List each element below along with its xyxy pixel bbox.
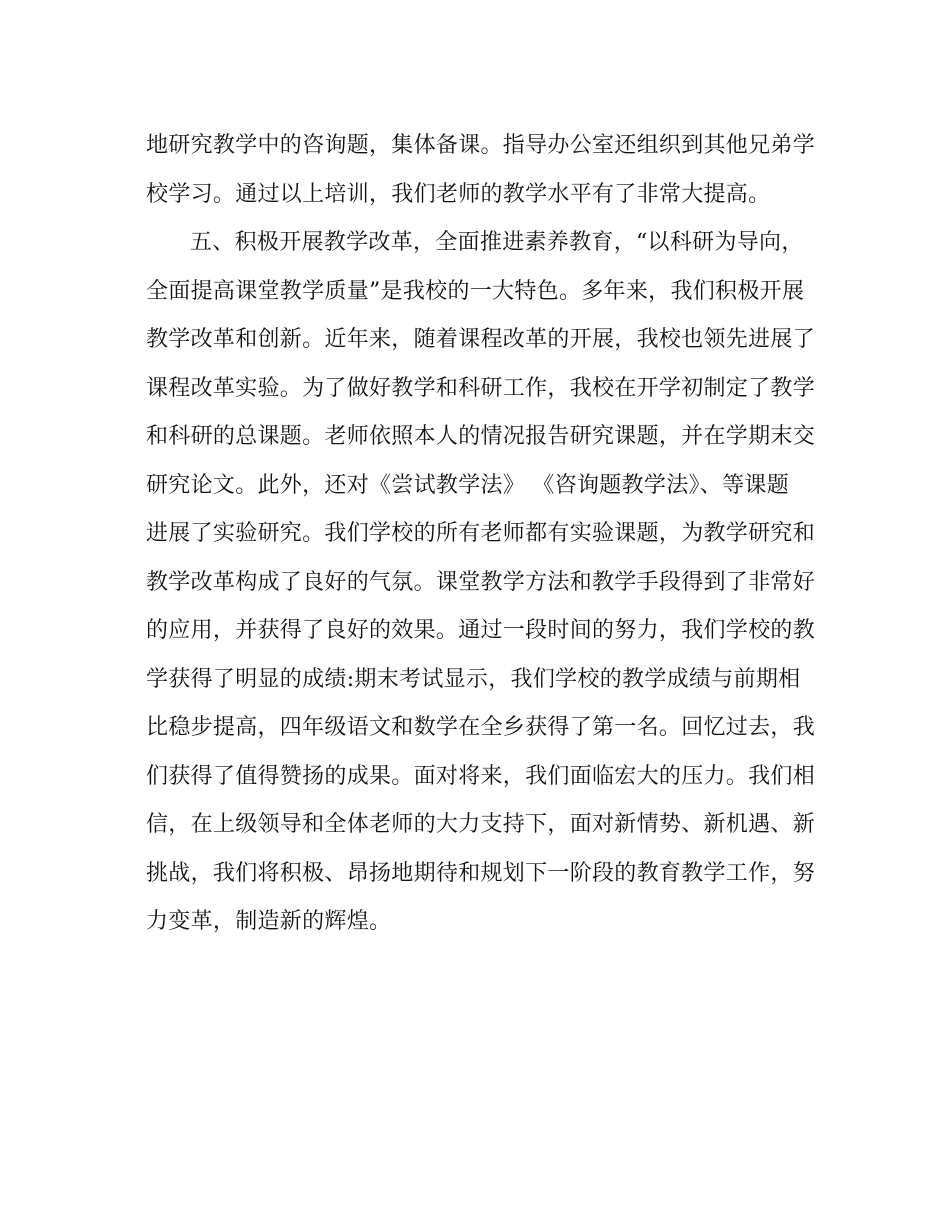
text-line: 学获得了明显的成绩:期末考试显示，我们学校的教学成绩与前期相 [146,666,801,692]
text-line: 地研究教学中的咨询题，集体备课。指导办公室还组织到其他兄弟学 [146,133,816,158]
text-line: 校学习。通过以上培训，我们老师的教学水平有了非常大提高。 [146,181,771,207]
text-line: 教学改革构成了良好的气氛。课堂教学方法和教学手段得到了非常好 [146,569,816,595]
text-line: 教学改革和创新。近年来，随着课程改革的开展，我校也领先进展了 [146,327,816,352]
text-line: 挑战，我们将积极、昂扬地期待和规划下一阶段的教育教学工作，努 [146,860,816,886]
text-line: 进展了实验研究。我们学校的所有老师都有实验课题，为教学研究和 [146,521,816,546]
text-line: 们获得了值得赞扬的成果。面对将来，我们面临宏大的压力。我们相 [146,763,816,789]
text-line: 力变革，制造新的辉煌。 [146,909,392,934]
document-body [146,122,816,947]
text-line: 和科研的总课题。老师依照本人的情况报告研究课题，并在学期末交 [146,424,816,449]
text-line: 研究论文。此外，还对《尝试教学法》 《咨询题教学法》、等课题 [146,472,789,498]
text-line: 课程改革实验。为了做好教学和科研工作，我校在开学初制定了教学 [146,375,816,401]
paragraph-2 [146,219,816,947]
text-line-indented: 五、积极开展教学改革，全面推进素养教育，“以科研为导向， [190,230,804,255]
paragraph-1 [146,122,816,219]
text-line: 信，在上级领导和全体老师的大力支持下，面对新情势、新机遇、新 [146,812,816,837]
text-line: 全面提高课堂教学质量”是我校的一大特色。多年来，我们积极开展 [146,278,805,304]
text-line: 比稳步提高，四年级语文和数学在全乡获得了第一名。回忆过去，我 [146,715,816,740]
text-line: 的应用，并获得了良好的效果。通过一段时间的努力，我们学校的教 [146,618,816,643]
